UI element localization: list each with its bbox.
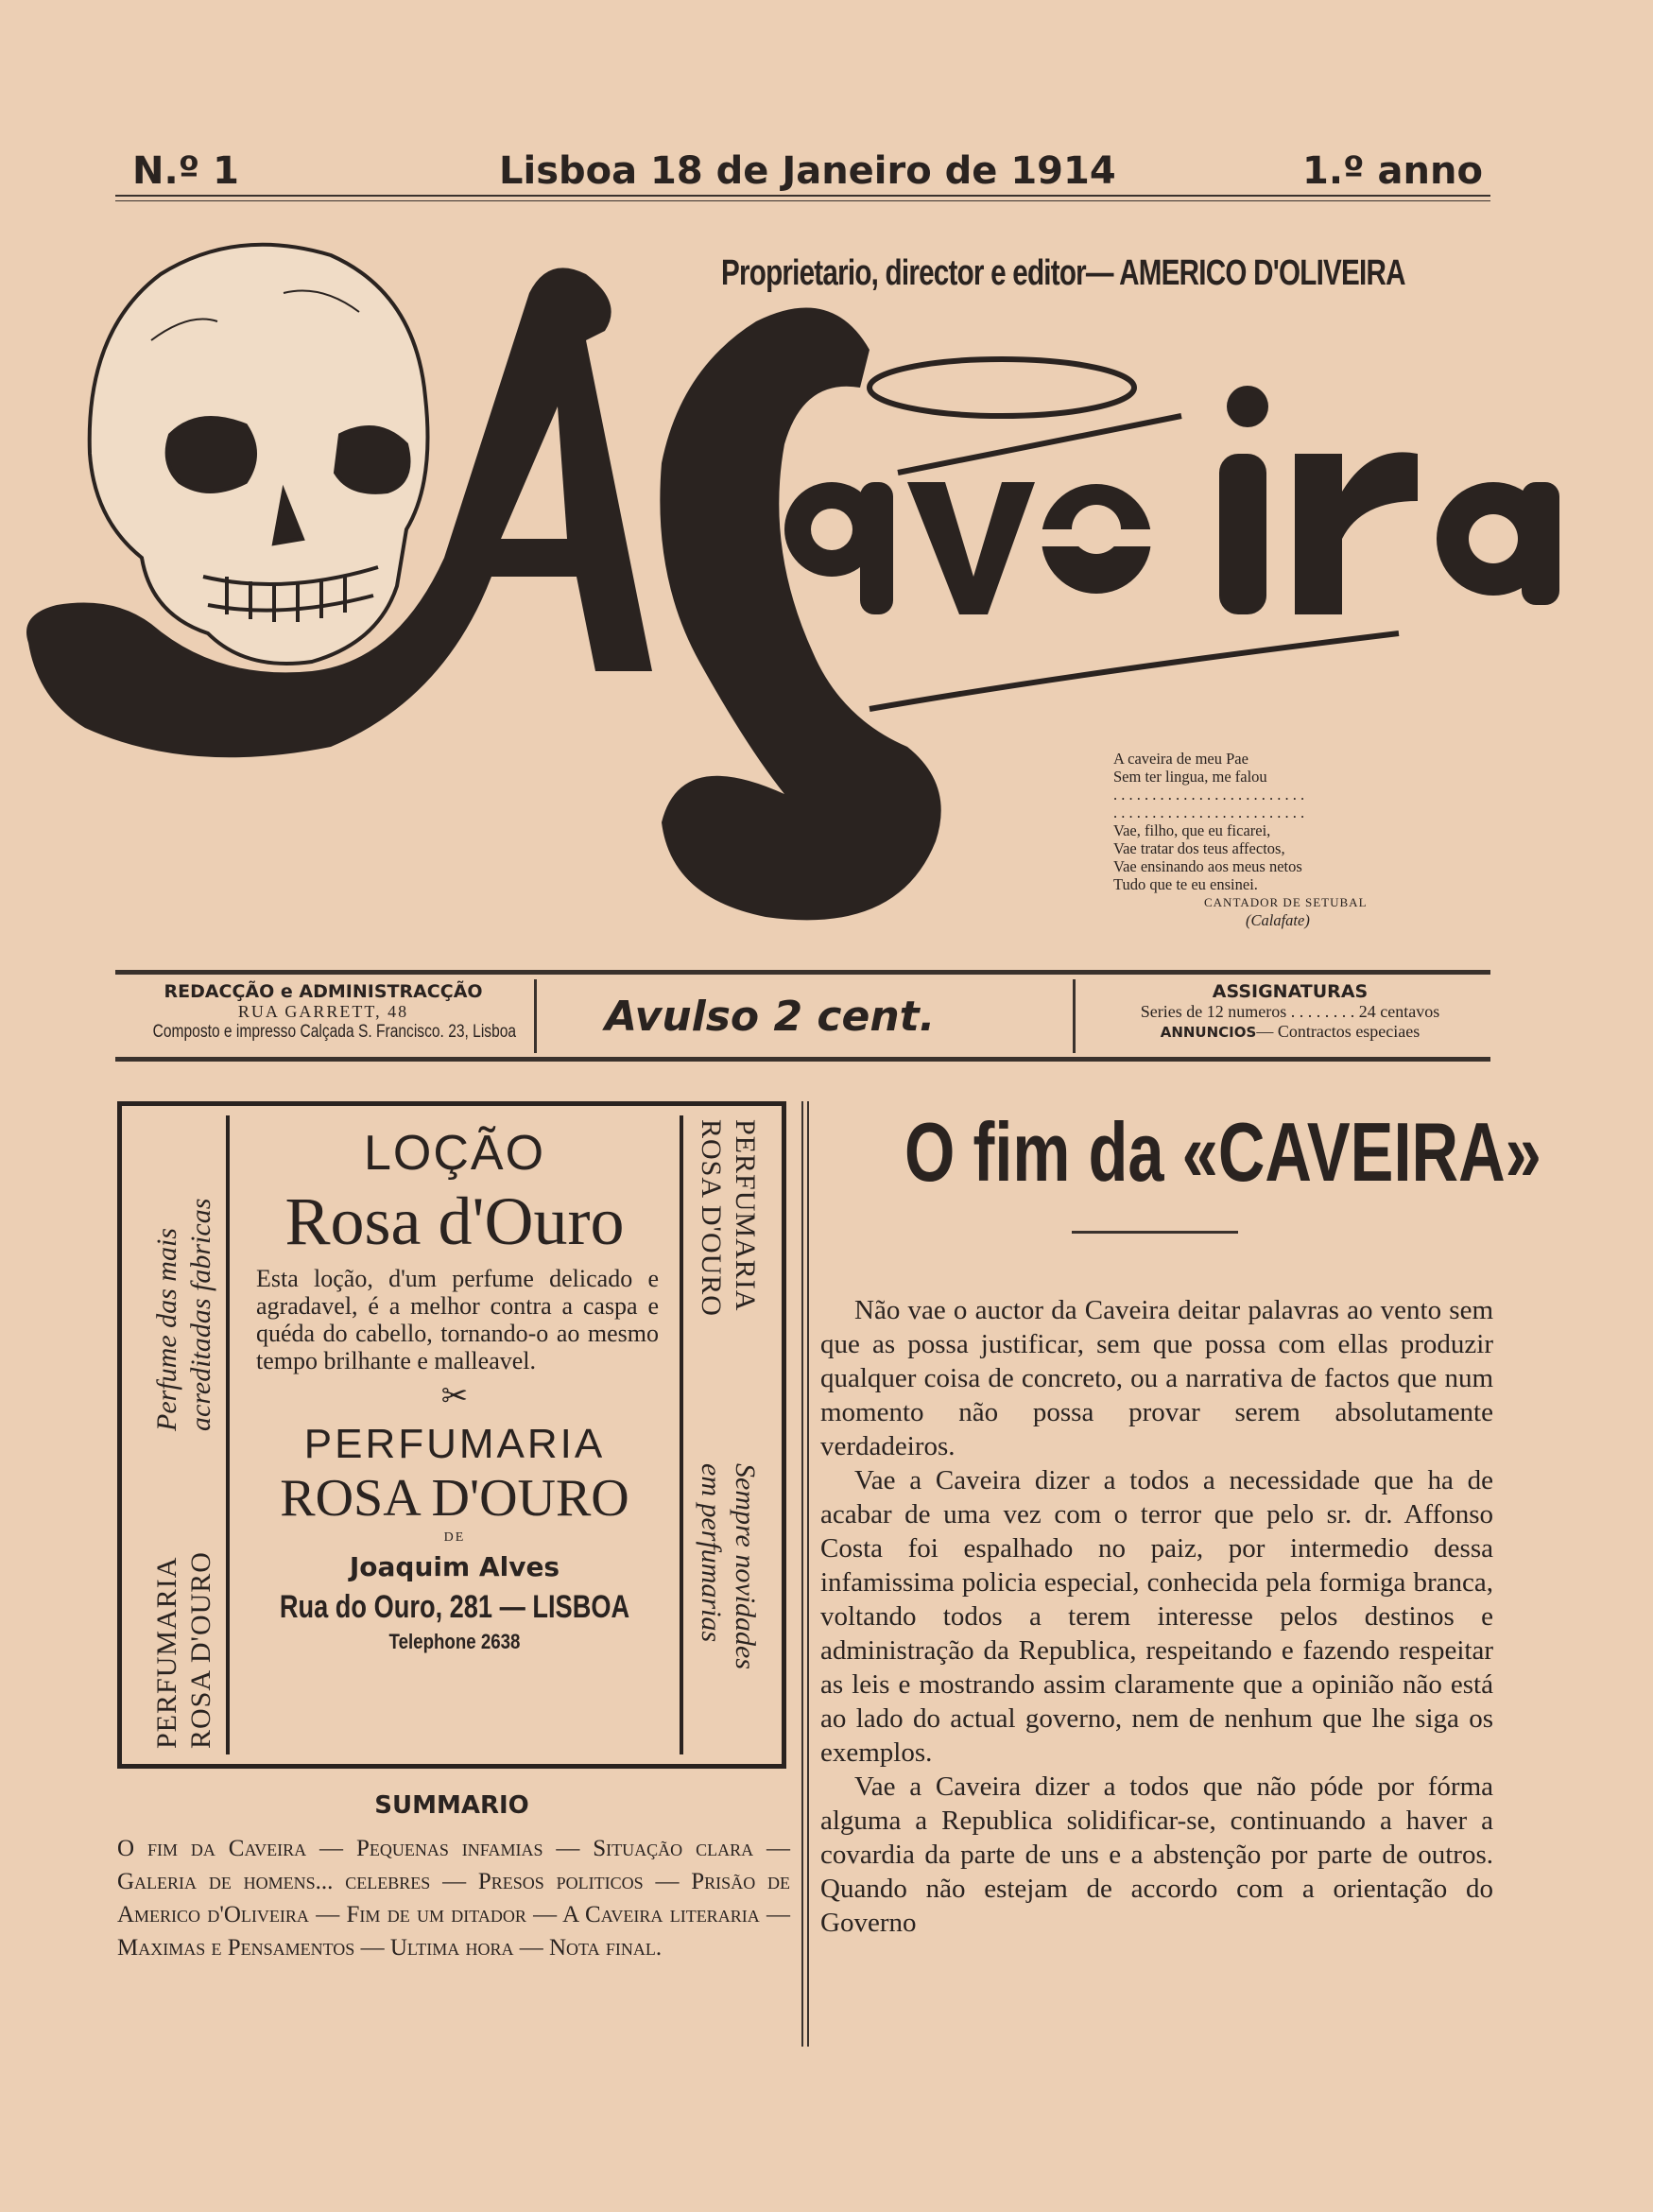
ad-border [680,1115,683,1754]
subheader-divider [1073,979,1076,1053]
issue-number: N.º 1 [132,149,239,193]
assignaturas-block [1082,981,1498,1042]
header-rule [115,195,1490,197]
ribbon-icon: ✂ [440,1379,469,1414]
redaccao-address: RUA GARRETT, 48 [237,1002,409,1021]
column-divider [807,1101,809,2047]
summario-title: SUMMARIO [374,1791,529,1820]
ad-right-text: em perfumarias [696,1463,727,1643]
epigraph-line: . . . . . . . . . . . . . . . . . . . . . . . . . [1113,786,1305,804]
ad-address: Rua do Ouro, 281 — LISBOA [279,1589,630,1625]
ad-product: Rosa d'Ouro [284,1184,625,1259]
ad-right-vertical-top [694,1119,762,1422]
skull-icon [90,245,428,664]
column-divider [801,1101,803,2047]
subheader-divider [534,979,537,1053]
ad-left-text: PERFUMARIA [151,1556,182,1749]
ad-right-text: ROSA D'OURO [696,1119,727,1317]
ad-perfumaria: PERFUMARIA [303,1421,606,1467]
composto-line: Composto e impresso Calçada S. Francisco. 23, Lisboa [152,1022,517,1042]
ad-right-vertical-bottom [694,1463,762,1747]
epigraph-alias: (Calafate) [1246,911,1310,929]
assignaturas-line: Series de 12 numeros . . . . . . . . 24 centavos [1140,1002,1440,1021]
epigraph-line: Vae tratar dos teus affectos, [1113,839,1285,857]
summario-text: O fim da Caveira — Pequenas infamias — Situação clara — Galeria de homens... celebres — Presos politicos — Prisão de Americo d'Oliveira — Fim de um ditador — A Caveira literaria — Maximas e Pensamentos — Ultima hora — Nota final. [117,1836,790,1961]
ad-description: Esta loção, d'um perfume delicado e agradavel, é a melhor contra a caspa e quéda do cabello, tornando-o ao mesmo tempo brilhante e malleavel. [256,1265,659,1374]
article-title: O fim da «CAVEIRA» [904,1105,1541,1199]
epigraph-line: Tudo que te eu ensinei. [1113,875,1258,893]
article-body [820,1293,1493,1940]
price: Avulso 2 cent. [605,993,936,1041]
masthead-graphic [0,217,1653,974]
epigraph [1113,750,1397,929]
article-paragraph: Não vae o auctor da Caveira deitar palavras ao vento sem que as possa justificar, sem que possa com ellas produzir qualquer coisa de concreto, ou a narrativa de factos que num momento não possa provar serem absolutamente verdadeiros. [820,1295,1493,1461]
advertisement-box [117,1101,786,1769]
ad-left-vertical-top [150,1119,218,1431]
article-paragraph: Vae a Caveira dizer a todos a necessidade que ha de acabar de uma vez com o terror que pelo sr. dr. Affonso Costa foi espalhado no paiz, por intermedio dessa infamissima policia especial, conhecida pela formiga branca, voltando todos a terem interesse pelos destinos e administração da Republica, respeitando e fazendo respeitar as leis e mostrando assim claramente que a opinião não está ao lado do actual governo, nem de nenhum que lhe siga os exemplos. [820,1465,1493,1768]
ad-left-text: Perfume das mais [151,1228,182,1431]
annuncios-label: ANNUNCIOS [1160,1024,1257,1041]
year-label: 1.º anno [1302,149,1483,193]
epigraph-line: Sem ter lingua, me falou [1113,768,1267,786]
ad-center [233,1125,676,1656]
epigraph-line: . . . . . . . . . . . . . . . . . . . . . . . . . [1113,804,1305,821]
ad-de: DE [443,1530,466,1545]
owner-line: Proprietario, director e editor— AMERICO D'OLIVEIRA [721,253,1405,293]
place-date: Lisboa 18 de Janeiro de 1914 [499,149,1116,193]
epigraph-line: A caveira de meu Pae [1113,750,1248,768]
epigraph-line: Vae ensinando aos meus netos [1113,857,1302,875]
assignaturas-title: ASSIGNATURAS [1212,981,1369,1002]
redaccao-block [115,981,531,1043]
ad-left-vertical-bottom [150,1465,218,1749]
ad-border [226,1115,230,1754]
subheader-bottom-rule [115,1057,1490,1062]
annuncios-line [1082,1022,1498,1042]
title-rule [1072,1231,1238,1234]
ad-telephone: Telephone 2638 [388,1630,521,1653]
ad-right-text: PERFUMARIA [730,1119,761,1312]
ad-left-text: acreditadas fabricas [185,1198,216,1431]
header-rule-2 [115,200,1490,201]
article-paragraph: Vae a Caveira dizer a todos que não póde por fórma alguma a Republica solidificar-se, continuando a haver a covardia da parte de uns e a abstenção por parte de outros. Quando não estejam de accordo com a orientação do Governo [820,1771,1493,1938]
ad-right-text: Sempre novidades [730,1463,761,1669]
ad-left-text: ROSA D'OURO [185,1551,216,1749]
title-letter-c [660,307,940,920]
subheader-top-rule [115,970,1490,975]
ad-rosa-douro: ROSA D'OURO [280,1469,629,1528]
annuncios-rest: — Contractos especiaes [1256,1022,1421,1041]
ad-owner: Joaquim Alves [349,1551,560,1582]
ad-locao: LOÇÃO [363,1126,546,1181]
epigraph-author: CANTADOR DE SETUBAL [1204,895,1368,909]
epigraph-line: Vae, filho, que eu ficarei, [1113,821,1271,839]
redaccao-title: REDACÇÃO e ADMINISTRACÇÃO [164,981,483,1002]
